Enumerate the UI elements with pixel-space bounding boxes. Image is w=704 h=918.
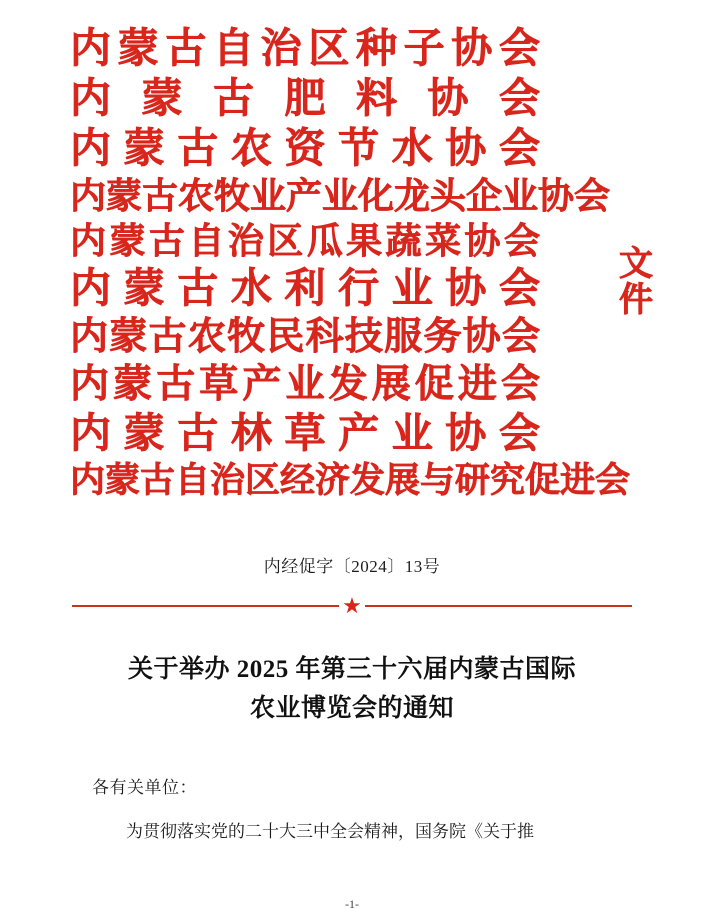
page-number: -1- <box>345 897 359 911</box>
red-separator <box>72 593 632 618</box>
letterhead-org-6: 内蒙古水利行业协会 <box>70 265 540 311</box>
letterhead-org-1: 内蒙古自治区种子协会 <box>70 25 540 71</box>
letterhead-org-10: 内蒙古自治区经济发展与研究促进会 <box>70 461 631 500</box>
letterhead-org-7: 内蒙古农牧民科技服务协会 <box>70 316 540 358</box>
star-icon: ★ <box>339 597 365 615</box>
page-title-line-1: 关于举办 2025 年第三十六届内蒙古国际 <box>127 656 576 683</box>
letterhead-document-word: 文件 <box>619 246 653 319</box>
salutation: 各有关单位： <box>92 777 197 797</box>
letterhead-org-5: 内蒙古自治区瓜果蔬菜协会 <box>70 221 540 261</box>
page-title-line-2: 农业博览会的通知 <box>249 694 454 722</box>
letterhead-organization-list <box>70 25 631 500</box>
letterhead-org-9: 内蒙古林草产业协会 <box>70 410 540 456</box>
letterhead <box>42 0 662 498</box>
document-number: 内经促字〔2024〕13号 <box>263 557 441 576</box>
letterhead-org-8: 内蒙古草产业发展促进会 <box>70 363 540 406</box>
letterhead-org-4: 内蒙古农牧业产业化龙头企业协会 <box>70 176 611 216</box>
letterhead-org-3: 内蒙古农资节水协会 <box>70 125 540 171</box>
letterhead-org-2: 内蒙古肥料协会 <box>70 75 540 121</box>
body-paragraph-1: 为贯彻落实党的二十大三中全会精神，国务院《关于推 <box>126 821 534 841</box>
page-title <box>92 651 612 729</box>
